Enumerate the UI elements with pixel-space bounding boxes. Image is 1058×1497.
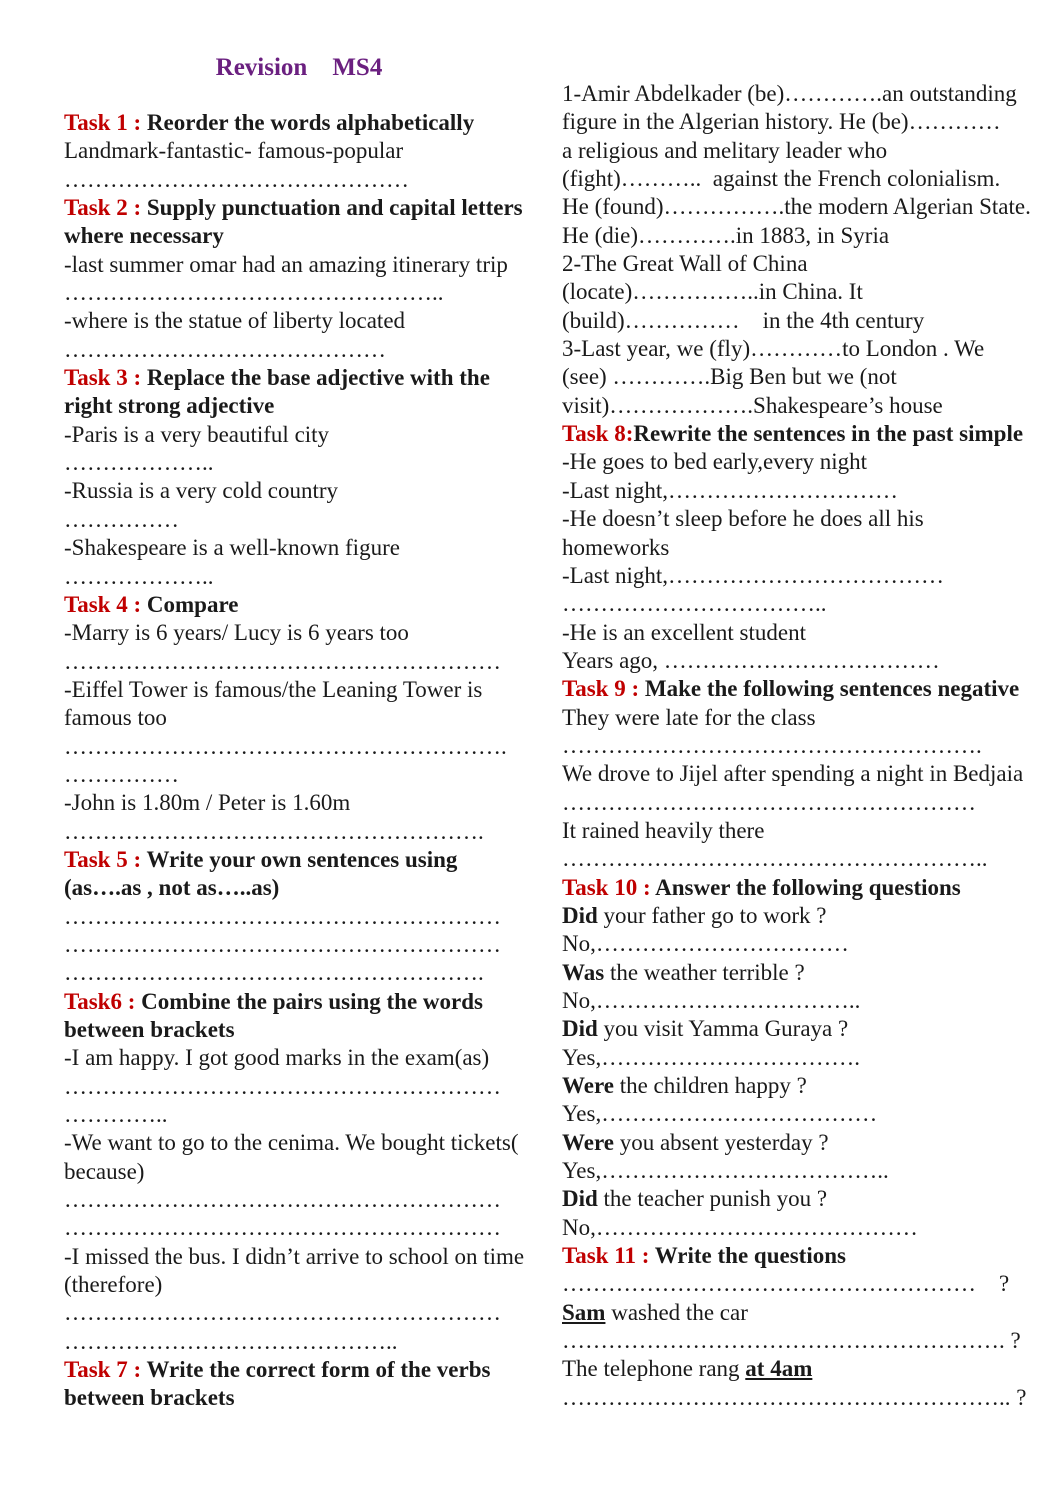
- text-run: -We want to go to the cenima. We bought tickets(: [64, 1130, 519, 1156]
- task-heading: Compare: [146, 591, 239, 617]
- doc-line: [64, 761, 546, 789]
- doc-line: [562, 250, 1044, 278]
- doc-line: [562, 789, 1044, 817]
- task-heading: right strong adjective: [64, 393, 275, 419]
- doc-line: [562, 562, 1044, 590]
- answer-blank: ………………………………………………: [562, 789, 976, 815]
- doc-line: [64, 477, 546, 505]
- doc-line: [562, 477, 1044, 505]
- doc-line: [64, 222, 546, 250]
- task-heading: Supply punctuation and capital letters: [146, 195, 523, 221]
- doc-line: [562, 448, 1044, 476]
- right-column: [562, 80, 1044, 1412]
- text-run: -last summer omar had an amazing itinerary trip: [64, 251, 508, 277]
- page-title: Revision MS4: [215, 54, 383, 81]
- doc-line: [562, 80, 1044, 108]
- doc-line: [64, 846, 546, 874]
- bold-word: Was: [562, 959, 605, 985]
- answer-blank: ………………………………..: [601, 1158, 889, 1184]
- answer-blank: …………………………………………………: [64, 648, 501, 674]
- doc-line: [64, 903, 546, 931]
- task-label: Task 10 :: [562, 874, 656, 900]
- doc-line: [562, 222, 1044, 250]
- doc-line: [562, 278, 1044, 306]
- doc-line: [562, 335, 1044, 363]
- doc-line: [562, 619, 1044, 647]
- answer-blank: …………………………………………………: [64, 1300, 501, 1326]
- answer-blank: ……………………………………: [595, 1214, 918, 1240]
- doc-line: [64, 1186, 546, 1214]
- doc-line: [64, 1073, 546, 1101]
- doc-line: [562, 590, 1044, 618]
- doc-line: [562, 1100, 1044, 1128]
- doc-line: [64, 1129, 546, 1157]
- text-run: No,: [562, 988, 596, 1013]
- text-run: because): [64, 1158, 145, 1184]
- task-heading: Answer the following questions: [655, 874, 961, 900]
- answer-blank: ………………………………………………: [562, 1271, 976, 1297]
- text-run: (build)…………… in the 4th century: [562, 307, 925, 333]
- doc-line: [64, 818, 546, 846]
- doc-line: [562, 1044, 1044, 1072]
- doc-line: [562, 1384, 1044, 1412]
- answer-blank: ……………………………..: [562, 591, 827, 617]
- doc-line: [64, 392, 546, 420]
- doc-line: [64, 307, 546, 335]
- answer-blank: ………………………………: [668, 562, 945, 588]
- doc-line: [64, 109, 546, 137]
- answer-blank: ………………………………: [663, 647, 940, 673]
- doc-line: [562, 392, 1044, 420]
- text-run: (therefore): [64, 1272, 163, 1298]
- doc-line: [562, 165, 1044, 193]
- doc-line: [64, 931, 546, 959]
- doc-line: [64, 733, 546, 761]
- text-run: -He goes to bed early,every night: [562, 449, 868, 475]
- text-run: (see) ………….Big Ben but we (not: [562, 364, 897, 390]
- text-run: -I missed the bus. I didn’t arrive to school on time: [64, 1243, 525, 1269]
- answer-blank: ……………………………………………….: [64, 960, 484, 986]
- answer-blank: ………………………………………………..: [562, 846, 988, 872]
- doc-line: [64, 874, 546, 902]
- doc-line: [64, 1044, 546, 1072]
- doc-line: [64, 789, 546, 817]
- text-run: Yes,: [562, 1158, 602, 1184]
- text-run: the weather terrible ?: [604, 959, 805, 985]
- task-heading: Make the following sentences negative: [644, 676, 1020, 702]
- answer-blank: …………………………….: [601, 1044, 860, 1070]
- doc-line: [562, 534, 1044, 562]
- doc-line: [64, 421, 546, 449]
- text-run: (locate)……………..in China. It: [562, 279, 863, 305]
- task-heading: Write the correct form of the verbs: [146, 1357, 491, 1383]
- text-run: 1-Amir Abdelkader (be)………….an outstanding: [562, 81, 1017, 106]
- text-run: They were late for the class: [562, 704, 816, 730]
- task-heading: between brackets: [64, 1385, 235, 1411]
- text-run: ?: [1004, 1328, 1021, 1354]
- text-run: The telephone rang: [562, 1356, 746, 1382]
- text-run: No,: [562, 1214, 596, 1240]
- text-run: Landmark-fantastic- famous-popular: [64, 138, 404, 164]
- text-run: -Marry is 6 years/ Lucy is 6 years too: [64, 620, 409, 646]
- task-heading: where necessary: [64, 223, 224, 249]
- text-run: -John is 1.80m / Peter is 1.60m: [64, 790, 351, 816]
- doc-line: [562, 1072, 1044, 1100]
- text-run: the teacher punish you ?: [597, 1186, 828, 1212]
- doc-line: [562, 363, 1044, 391]
- doc-line: [64, 364, 546, 392]
- answer-blank: ……………………………………………….: [64, 818, 484, 844]
- answer-blank: …………………………………………………: [64, 1215, 501, 1241]
- task-label: Task 3 :: [64, 365, 147, 391]
- text-run: -where is the statue of liberty located: [64, 308, 406, 334]
- text-run: He (found)…………….the modern Algerian State.: [562, 194, 1031, 220]
- answer-blank: …………………………………………………: [64, 931, 501, 957]
- doc-line: [64, 279, 546, 307]
- doc-line: [64, 1101, 546, 1129]
- task-label: Task 9 :: [562, 676, 645, 702]
- answer-blank: ……………………………: [595, 931, 849, 957]
- doc-line: [562, 959, 1044, 987]
- text-run: Yes,: [562, 1101, 602, 1127]
- task-heading: Combine the pairs using the words: [141, 988, 483, 1014]
- text-run: washed the car: [605, 1299, 748, 1325]
- bold-word: Did: [562, 1016, 598, 1042]
- answer-blank: ……………: [64, 761, 179, 787]
- doc-line: [64, 1328, 546, 1356]
- doc-line: [64, 534, 546, 562]
- doc-line: [562, 647, 1044, 675]
- doc-line: [562, 1214, 1044, 1242]
- text-run: -Eiffel Tower is famous/the Leaning Tower is: [64, 676, 483, 702]
- doc-line: [562, 1299, 1044, 1327]
- text-run: We drove to Jijel after spending a night in Bedjaia: [562, 761, 1024, 787]
- bold-word: Were: [562, 1129, 614, 1155]
- answer-blank: ………………..: [64, 563, 214, 589]
- doc-line: [64, 591, 546, 619]
- text-run: -He doesn’t sleep before he does all his: [562, 506, 924, 532]
- bold-word: Did: [562, 1186, 598, 1212]
- doc-line: [64, 619, 546, 647]
- doc-line: [562, 1327, 1044, 1355]
- doc-line: [64, 1356, 546, 1384]
- text-run: Years ago,: [562, 647, 664, 673]
- text-run: the children happy ?: [613, 1073, 807, 1099]
- answer-blank: …………………………………………..: [64, 280, 444, 306]
- answer-blank: ………………………………………………….: [562, 1328, 1005, 1354]
- doc-line: [64, 563, 546, 591]
- task-label: Task 11 :: [562, 1243, 655, 1269]
- task-heading: Replace the base adjective with the: [146, 365, 490, 391]
- answer-blank: …………………………: [668, 477, 899, 503]
- task-heading: Reorder the words alphabetically: [146, 110, 475, 135]
- doc-line: [64, 166, 546, 194]
- answer-blank: ……………………………………..: [64, 1328, 398, 1354]
- doc-line: [64, 506, 546, 534]
- doc-line: [64, 959, 546, 987]
- answer-blank: ……………………………………………….: [562, 732, 982, 758]
- doc-line: [64, 1016, 546, 1044]
- text-run: It rained heavily there: [562, 817, 765, 843]
- text-run: 3-Last year, we (fly)…………to London . We: [562, 336, 985, 362]
- answer-blank: ………………………………: [601, 1101, 878, 1127]
- text-run: figure in the Algerian history. He (be)…………: [562, 109, 1001, 135]
- underlined-bold-word: at 4am: [745, 1356, 813, 1382]
- answer-blank: …………………………………………………: [64, 1073, 501, 1099]
- text-run: -He is an excellent student: [562, 619, 806, 645]
- doc-line: [64, 1158, 546, 1186]
- doc-line: [562, 193, 1044, 221]
- doc-line: [562, 505, 1044, 533]
- task-heading: (as….as , not as…..as): [64, 875, 280, 901]
- answer-blank: ……………: [64, 506, 179, 532]
- doc-line: [64, 137, 546, 165]
- doc-line: [64, 449, 546, 477]
- bold-word: Were: [562, 1073, 614, 1099]
- task-label: Task 7 :: [64, 1357, 147, 1383]
- bold-word: Did: [562, 902, 598, 928]
- doc-line: [562, 1015, 1044, 1043]
- doc-line: [562, 1185, 1044, 1213]
- task-label: Task 1 :: [64, 110, 147, 135]
- answer-blank: …………………………………………………: [64, 1187, 501, 1213]
- underlined-bold-word: Sam: [562, 1299, 606, 1325]
- task-heading: Write the questions: [654, 1243, 846, 1269]
- task-heading: Write your own sentences using: [146, 846, 458, 872]
- doc-line: [562, 1355, 1044, 1383]
- doc-line: [562, 108, 1044, 136]
- text-run: homeworks: [562, 534, 670, 560]
- doc-line: [64, 1299, 546, 1327]
- answer-blank: …………………………………………………..: [562, 1384, 1011, 1410]
- answer-blank: …………………………………………………: [64, 903, 501, 929]
- text-run: -Last night,: [562, 477, 669, 503]
- answer-blank: ……………………………..: [595, 988, 861, 1013]
- answer-blank: ………………………………………: [64, 166, 409, 192]
- text-run: No,: [562, 931, 596, 957]
- doc-line: [64, 336, 546, 364]
- text-run: He (die)………….in 1883, in Syria: [562, 222, 890, 248]
- doc-line: [562, 420, 1044, 448]
- doc-line: [64, 704, 546, 732]
- text-run: -Last night,: [562, 562, 669, 588]
- doc-line: [64, 988, 546, 1016]
- task-label: Task 5 :: [64, 846, 147, 872]
- task-heading: between brackets: [64, 1017, 235, 1042]
- text-run: ?: [1010, 1384, 1027, 1410]
- doc-line: [562, 1242, 1044, 1270]
- doc-line: [64, 251, 546, 279]
- task-label: Task6 :: [64, 988, 142, 1014]
- doc-line: [562, 817, 1044, 845]
- doc-line: [562, 1270, 1044, 1298]
- doc-line: [562, 1157, 1044, 1185]
- doc-line: [64, 1271, 546, 1299]
- task-heading: Rewrite the sentences in the past simple: [633, 421, 1024, 447]
- text-run: your father go to work ?: [597, 902, 827, 928]
- text-run: visit)……………….Shakespeare’s house: [562, 392, 943, 418]
- text-run: 2-The Great Wall of China: [562, 251, 808, 277]
- text-run: you visit Yamma Guraya ?: [597, 1016, 849, 1042]
- text-run: Yes,: [562, 1044, 602, 1070]
- doc-line: [64, 648, 546, 676]
- text-run: (fight)……….. against the French colonialism.: [562, 166, 1001, 192]
- task-label: Task 4 :: [64, 591, 147, 617]
- doc-line: [562, 704, 1044, 732]
- text-run: famous too: [64, 705, 167, 731]
- doc-line: [562, 930, 1044, 958]
- doc-line: [562, 987, 1044, 1015]
- doc-line: [64, 1214, 546, 1242]
- text-run: a religious and melitary leader who: [562, 137, 888, 163]
- answer-blank: …………..: [64, 1102, 168, 1128]
- doc-line: [64, 676, 546, 704]
- text-run: -Shakespeare is a well-known figure: [64, 535, 400, 561]
- doc-line: [562, 760, 1044, 788]
- text-run: -Paris is a very beautiful city: [64, 421, 330, 447]
- doc-line: [562, 845, 1044, 873]
- text-run: you absent yesterday ?: [613, 1129, 829, 1155]
- doc-line: [562, 1129, 1044, 1157]
- doc-line: [562, 137, 1044, 165]
- left-column: [64, 109, 546, 1413]
- answer-blank: ……………………………………: [64, 336, 386, 362]
- task-label: Task 8:: [562, 421, 634, 447]
- text-run: -Russia is a very cold country: [64, 478, 339, 504]
- doc-line: [64, 1384, 546, 1412]
- doc-line: [562, 902, 1044, 930]
- text-run: ?: [976, 1271, 1010, 1297]
- doc-line: [562, 874, 1044, 902]
- doc-line: [64, 194, 546, 222]
- doc-line: [562, 675, 1044, 703]
- doc-line: [562, 307, 1044, 335]
- text-run: -I am happy. I got good marks in the exam(as): [64, 1045, 490, 1071]
- task-label: Task 2 :: [64, 195, 147, 221]
- doc-line: [562, 732, 1044, 760]
- answer-blank: ………………………………………………….: [64, 733, 507, 759]
- doc-line: [64, 1243, 546, 1271]
- answer-blank: ………………..: [64, 450, 214, 476]
